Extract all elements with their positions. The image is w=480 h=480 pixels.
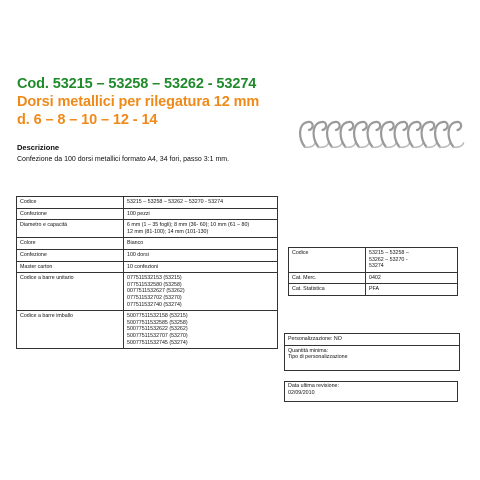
spec-value-line: 0077511532627 (53262) — [127, 288, 185, 295]
personalization-type-label: Tipo di personalizzazione — [288, 354, 348, 361]
binding-loop-tail — [400, 143, 410, 147]
spec-row — [17, 197, 278, 209]
spec-value-line: Bianco — [127, 240, 144, 247]
catalog-value-line: 53262 – 53270 - — [369, 256, 408, 263]
catalog-row — [289, 272, 458, 284]
spec-row — [17, 238, 278, 250]
spec-label: Colore — [17, 238, 124, 250]
catalog-value-line: PFA — [369, 286, 380, 293]
metal-binding-spine-icon — [298, 117, 466, 153]
catalog-value-line: 53274 — [369, 263, 384, 270]
binding-loop — [341, 122, 354, 147]
binding-loop — [300, 122, 313, 147]
spec-value — [124, 249, 278, 261]
catalog-row — [289, 248, 458, 273]
binding-loop — [449, 122, 462, 147]
binding-loop-tail — [359, 143, 369, 147]
spec-value-line: 077511532702 (53270) — [127, 294, 182, 301]
spec-value-line: 100 dorsi — [127, 251, 149, 258]
spec-value-line: 53215 – 53258 – 53262 – 53270 - 53274 — [127, 199, 224, 205]
catalog-value — [366, 284, 458, 296]
spec-row — [17, 208, 278, 220]
catalog-value — [366, 248, 458, 273]
binding-loop — [368, 122, 381, 147]
spec-value — [124, 311, 278, 349]
spec-value — [124, 197, 278, 209]
binding-loop-tail — [440, 143, 450, 147]
catalog-label: Cat. Statistica — [289, 284, 366, 296]
spec-value-line: 50077511532707 (53270) — [127, 332, 188, 339]
catalog-table — [288, 247, 458, 296]
spec-row — [17, 273, 278, 311]
binding-loop — [354, 122, 367, 147]
spec-label: Codice a barre imballo — [17, 311, 124, 349]
product-code-title: Cod. 53215 – 53258 – 53262 - 53274 — [17, 76, 257, 92]
binding-loop — [381, 122, 394, 147]
binding-loop-tail — [413, 143, 423, 147]
spec-value — [124, 220, 278, 238]
spec-value — [124, 238, 278, 250]
spec-row — [17, 249, 278, 261]
product-sizes-title: d. 6 – 8 – 10 – 12 - 14 — [17, 112, 158, 128]
catalog-value — [366, 272, 458, 284]
binding-loop-tail — [346, 143, 356, 147]
spec-value-line: 12 mm (81-100); 14 mm (101-130) — [127, 228, 209, 235]
spec-label: Confezione — [17, 208, 124, 220]
spec-label: Diametro e capacità — [17, 220, 124, 238]
spec-value-line: 6 mm (1 – 35 fogli); 8 mm (36- 60); 10 mm (61 – 80) — [127, 222, 250, 229]
binding-loop-tail — [373, 143, 383, 147]
binding-loop-tail — [332, 143, 342, 147]
spec-value-line: 077511532580 (53258) — [127, 281, 182, 288]
revision-box — [284, 381, 458, 402]
catalog-label: Codice — [289, 248, 366, 273]
spec-value — [124, 208, 278, 220]
revision-label: Data ultima revisione: — [288, 383, 339, 389]
binding-loop-tail — [319, 143, 329, 147]
specs-table — [16, 196, 278, 349]
binding-loop — [435, 122, 448, 147]
binding-loop — [422, 122, 435, 147]
binding-loop — [395, 122, 408, 147]
revision-date: 02/09/2010 — [288, 389, 315, 396]
spec-label: Master carton — [17, 261, 124, 273]
binding-loop — [408, 122, 421, 147]
binding-loop-tail — [427, 143, 437, 147]
spec-value-line: 50077511532745 (53274) — [127, 339, 188, 346]
spec-value — [124, 261, 278, 273]
spec-value-line: 077511532153 (53215) — [127, 275, 182, 282]
personalization-box — [284, 333, 460, 371]
spec-label: Confezione — [17, 249, 124, 261]
spec-label: Codice — [17, 197, 124, 209]
description-text: Confezione da 100 dorsi metallici formato A4, 34 fori, passo 3:1 mm. — [17, 156, 230, 163]
spec-value-line: 100 pezzi — [127, 210, 150, 217]
spec-value-line: 50077511532585 (53258) — [127, 319, 188, 326]
personalization-label: Personalizzazione: NO — [285, 334, 459, 346]
description-heading: Descrizione — [17, 143, 60, 152]
product-name-title: Dorsi metallici per rilegatura 12 mm — [17, 94, 260, 110]
spec-value-line: 50077511532158 (53215) — [127, 313, 188, 320]
spec-row — [17, 311, 278, 349]
binding-loop — [314, 122, 327, 147]
binding-loop — [327, 122, 340, 147]
minimum-quantity-label: Quantità minima: — [288, 347, 329, 354]
spec-value-line: 10 confezioni — [127, 263, 159, 270]
spec-row — [17, 220, 278, 238]
spec-value — [124, 273, 278, 311]
spec-value-line: 50077511532622 (53262) — [127, 326, 188, 333]
catalog-value-line: 53215 – 53258 – — [369, 250, 409, 256]
catalog-value-line: 0402 — [369, 274, 381, 281]
spec-value-line: 077511532740 (53274) — [127, 301, 182, 308]
catalog-label: Cat. Merc. — [289, 272, 366, 284]
spec-row — [17, 261, 278, 273]
binding-loop-tail — [386, 143, 396, 147]
binding-loop-tail — [454, 143, 464, 147]
spec-label: Codice a barre unitario — [17, 273, 124, 311]
catalog-row — [289, 284, 458, 296]
binding-loop-tail — [305, 143, 315, 147]
